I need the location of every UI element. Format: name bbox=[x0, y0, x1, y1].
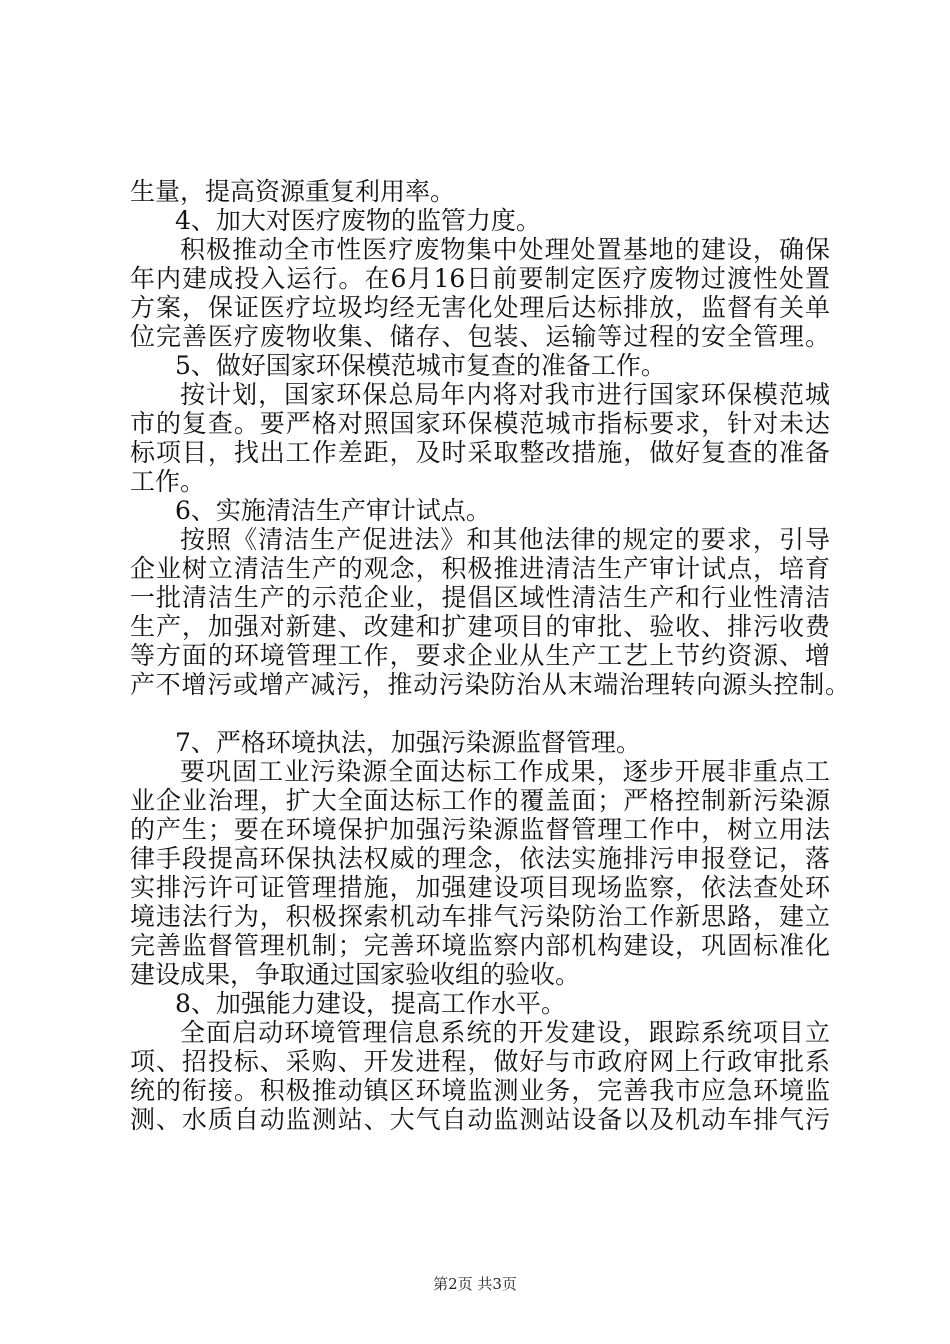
text-line: 企业树立清洁生产的观念，积极推进清洁生产审计试点，培育 bbox=[130, 554, 830, 583]
text-line: 位完善医疗废物收集、储存、包装、运输等过程的安全管理。 bbox=[130, 322, 830, 351]
text-line: 完善监督管理机制；完善环境监察内部机构建设，巩固标准化 bbox=[130, 931, 830, 960]
text-line: 要巩固工业污染源全面达标工作成果，逐步开展非重点工 bbox=[180, 757, 830, 786]
text-line: 业企业治理，扩大全面达标工作的覆盖面；严格控制新污染源 bbox=[130, 786, 830, 815]
text-line: 按照《清洁生产促进法》和其他法律的规定的要求，引导 bbox=[180, 525, 830, 554]
text-line: 项、招投标、采购、开发进程，做好与市政府网上行政审批系 bbox=[130, 1047, 830, 1076]
text-line: 建设成果，争取通过国家验收组的验收。 bbox=[130, 960, 581, 989]
text-line: 统的衔接。积极推动镇区环境监测业务，完善我市应急环境监 bbox=[130, 1076, 830, 1105]
text-line: 等方面的环境管理工作，要求企业从生产工艺上节约资源、增 bbox=[130, 641, 830, 670]
text-line: 按计划，国家环保总局年内将对我市进行国家环保模范城 bbox=[180, 380, 830, 409]
section-heading: 8、加强能力建设，提高工作水平。 bbox=[175, 989, 566, 1018]
text-line: 全面启动环境管理信息系统的开发建设，跟踪系统项目立 bbox=[180, 1018, 830, 1047]
text-line: 一批清洁生产的示范企业，提倡区域性清洁生产和行业性清洁 bbox=[130, 583, 830, 612]
text-line: 生产，加强对新建、改建和扩建项目的审批、验收、排污收费 bbox=[130, 612, 830, 641]
text-line: 测、水质自动监测站、大气自动监测站设备以及机动车排气污 bbox=[130, 1105, 830, 1134]
text-line: 境违法行为，积极探索机动车排气污染防治工作新思路，建立 bbox=[130, 902, 830, 931]
text-line: 律手段提高环保执法权威的理念，依法实施排污申报登记，落 bbox=[130, 844, 830, 873]
section-heading: 4、加大对医疗废物的监管力度。 bbox=[175, 206, 541, 235]
section-heading: 6、实施清洁生产审计试点。 bbox=[175, 496, 491, 525]
text-line: 实排污许可证管理措施，加强建设项目现场监察，依法查处环 bbox=[130, 873, 830, 902]
text-line: 工作。 bbox=[130, 467, 206, 496]
text-line: 方案，保证医疗垃圾均经无害化处理后达标排放，监督有关单 bbox=[130, 293, 830, 322]
text-line: 生量，提高资源重复利用率。 bbox=[130, 177, 456, 206]
text-line: 的产生；要在环境保护加强污染源监督管理工作中，树立用法 bbox=[130, 815, 830, 844]
page-footer: 第2页 共3页 bbox=[433, 1275, 517, 1293]
text-line: 标项目，找出工作差距，及时采取整改措施，做好复查的准备 bbox=[130, 438, 830, 467]
text-line: 积极推动全市性医疗废物集中处理处置基地的建设，确保 bbox=[180, 235, 830, 264]
text-line: 产不增污或增产减污，推动污染防治从末端治理转向源头控制。 bbox=[130, 670, 850, 699]
section-heading: 7、严格环境执法，加强污染源监督管理。 bbox=[175, 728, 641, 757]
section-heading: 5、做好国家环保模范城市复查的准备工作。 bbox=[175, 351, 666, 380]
text-line: 年内建成投入运行。在6月16日前要制定医疗废物过渡性处置 bbox=[130, 264, 830, 293]
text-line: 市的复查。要严格对照国家环保模范城市指标要求，针对未达 bbox=[130, 409, 830, 438]
